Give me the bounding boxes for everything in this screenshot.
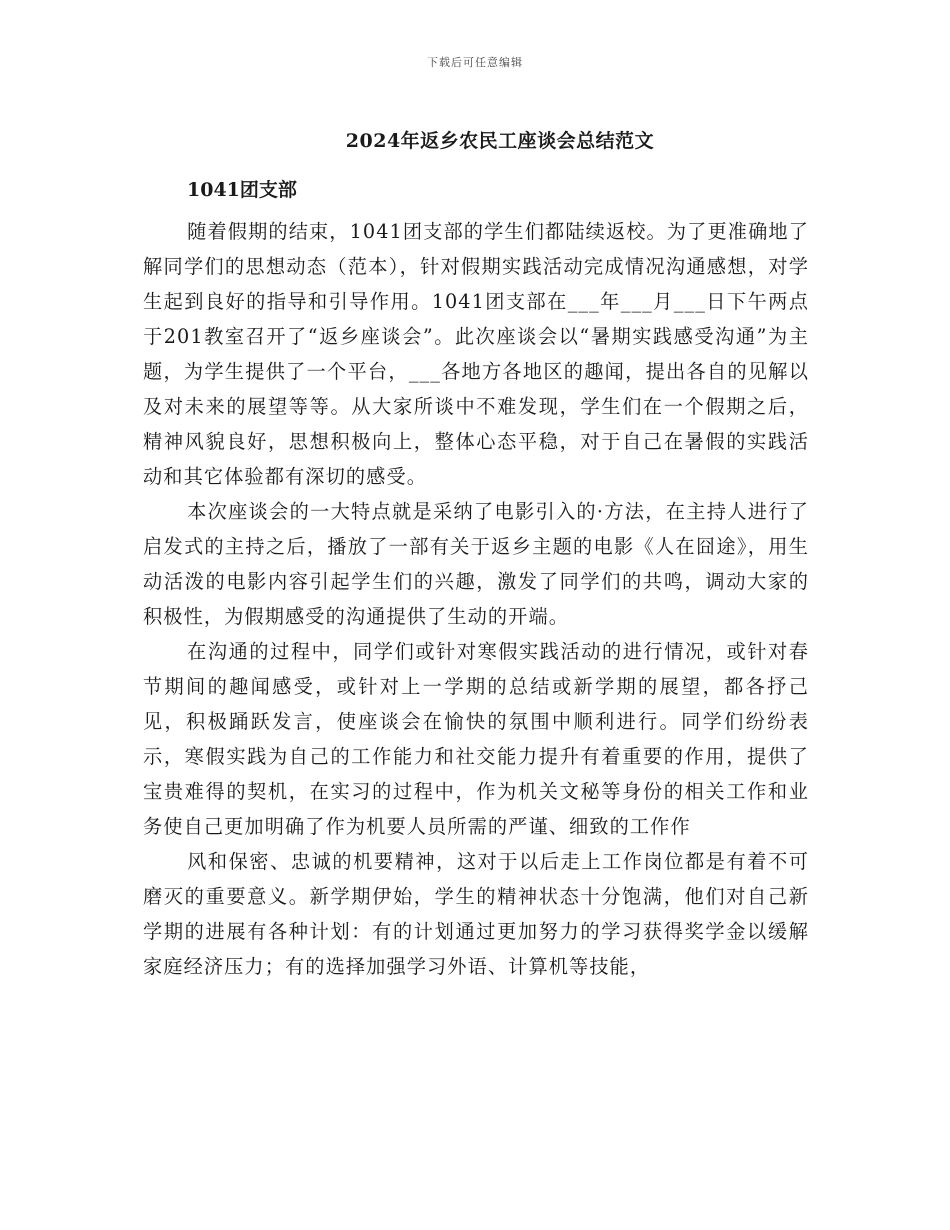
paragraph: 在沟通的过程中，同学们或针对寒假实践活动的进行情况，或针对春节期间的趣闻感受，或针对上一学期的总结或新学期的展望，都各抒己见，积极踊跃发言，使座谈会在愉快的氛围中顺利进行。同学们纷纷表示，寒假实践为自己的工作能力和社交能力提升有着重要的作用，提供了宝贵难得的契机，在实习的过程中，作为机关文秘等身份的相关工作和业务使自己更加明确了作为机要人员所需的严谨、细致的工作作	[143, 640, 809, 838]
page-header-note: 下载后可任意编辑	[427, 56, 523, 69]
paragraph: 风和保密、忠诚的机要精神，这对于以后走上工作岗位都是有着不可磨灭的重要意义。新学期伊始，学生的精神状态十分饱满，他们对自己新学期的进展有各种计划：有的计划通过更加努力的学习获得奖学金以缓解家庭经济压力；有的选择加强学习外语、计算机等技能，	[143, 850, 809, 978]
paragraph: 随着假期的结束，1041团支部的学生们都陆续返校。为了更准确地了解同学们的思想动态（范本），针对假期实践活动完成情况沟通感想，对学生起到良好的指导和引导作用。1041团支部在___年___月___日下午两点于201教室召开了“返乡座谈会”。此次座谈会以“暑期实践感受沟通”为主题，为学生提供了一个平台，___各地方各地区的趣闻，提出各自的见解以及对未来的展望等等。从大家所谈中不难发现，学生们在一个假期之后，精神风貌良好，思想积极向上，整体心态平稳，对于自己在暑假的实践活动和其它体验都有深切的感受。	[143, 220, 809, 488]
paragraph: 本次座谈会的一大特点就是采纳了电影引入的·方法，在主持人进行了启发式的主持之后，播放了一部有关于返乡主题的电影《人在囧途》，用生动活泼的电影内容引起学生们的兴趣，激发了同学们的共鸣，调动大家的积极性，为假期感受的沟通提供了生动的开端。	[143, 500, 809, 628]
document-body	[143, 214, 809, 984]
document-subheading: 1041团支部	[187, 179, 297, 201]
document-title: 2024年返乡农民工座谈会总结范文	[345, 130, 655, 152]
